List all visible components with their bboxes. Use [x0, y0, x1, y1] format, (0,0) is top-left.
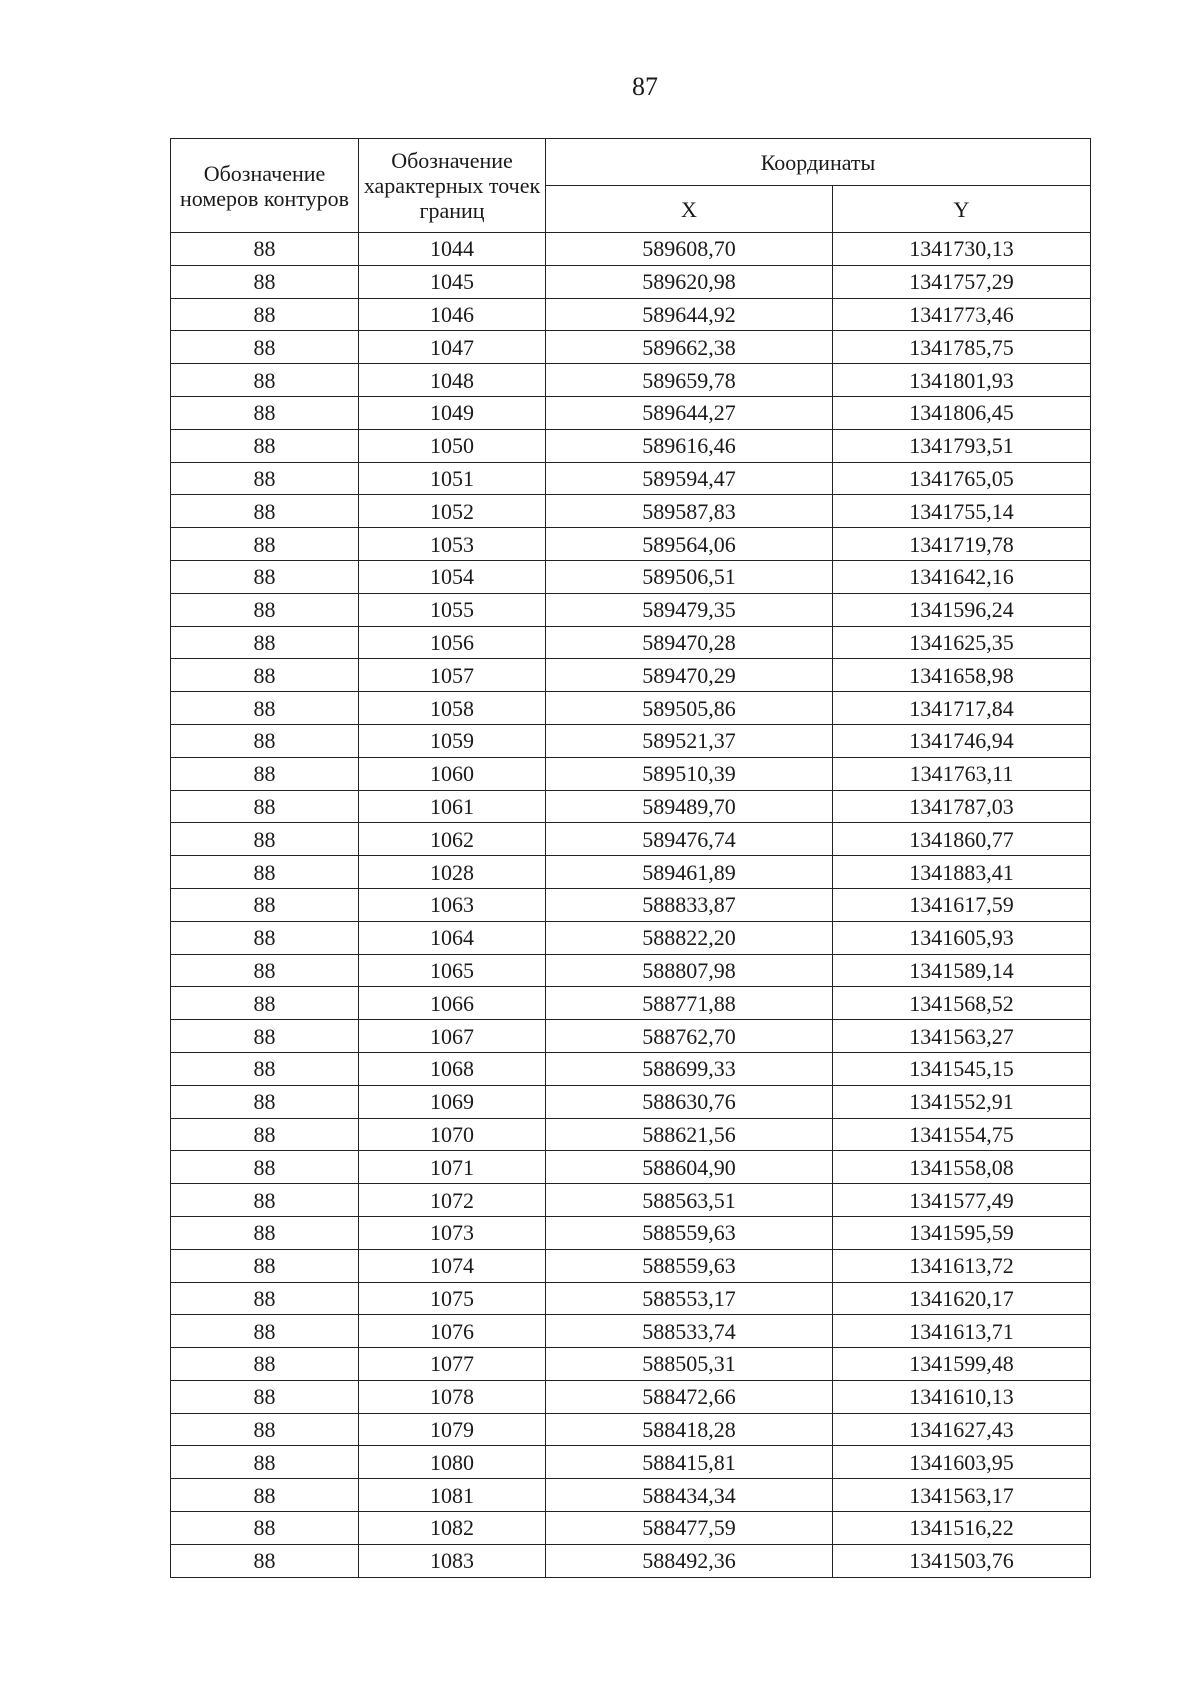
table-row	[171, 331, 1091, 364]
cell-y: 1341746,94	[833, 724, 1091, 757]
cell-point: 1053	[359, 528, 546, 561]
cell-y: 1341773,46	[833, 298, 1091, 331]
table-row	[171, 757, 1091, 790]
cell-contour: 88	[171, 364, 359, 397]
table-row	[171, 1413, 1091, 1446]
table-row	[171, 495, 1091, 528]
cell-point: 1061	[359, 790, 546, 823]
cell-point: 1083	[359, 1544, 546, 1577]
cell-contour: 88	[171, 593, 359, 626]
cell-x: 588621,56	[546, 1118, 833, 1151]
table-row	[171, 1479, 1091, 1512]
cell-contour: 88	[171, 1512, 359, 1545]
cell-y: 1341589,14	[833, 954, 1091, 987]
cell-x: 589608,70	[546, 233, 833, 266]
cell-y: 1341717,84	[833, 692, 1091, 725]
cell-contour: 88	[171, 1479, 359, 1512]
table-row	[171, 1348, 1091, 1381]
cell-y: 1341613,72	[833, 1249, 1091, 1282]
cell-contour: 88	[171, 1085, 359, 1118]
cell-point: 1048	[359, 364, 546, 397]
cell-x: 589470,29	[546, 659, 833, 692]
cell-x: 588533,74	[546, 1315, 833, 1348]
cell-point: 1066	[359, 987, 546, 1020]
cell-point: 1059	[359, 724, 546, 757]
table-row	[171, 1512, 1091, 1545]
table-row	[171, 921, 1091, 954]
cell-y: 1341806,45	[833, 396, 1091, 429]
cell-point: 1060	[359, 757, 546, 790]
cell-point: 1067	[359, 1020, 546, 1053]
cell-x: 589644,27	[546, 396, 833, 429]
cell-point: 1079	[359, 1413, 546, 1446]
cell-y: 1341610,13	[833, 1380, 1091, 1413]
cell-x: 588492,36	[546, 1544, 833, 1577]
cell-x: 589616,46	[546, 429, 833, 462]
cell-x: 588771,88	[546, 987, 833, 1020]
cell-contour: 88	[171, 692, 359, 725]
cell-point: 1070	[359, 1118, 546, 1151]
table-row	[171, 593, 1091, 626]
cell-point: 1044	[359, 233, 546, 266]
cell-y: 1341793,51	[833, 429, 1091, 462]
cell-x: 589479,35	[546, 593, 833, 626]
cell-x: 589644,92	[546, 298, 833, 331]
table-row	[171, 1380, 1091, 1413]
cell-point: 1047	[359, 331, 546, 364]
table-body	[171, 233, 1091, 1578]
table-row	[171, 1118, 1091, 1151]
cell-x: 588434,34	[546, 1479, 833, 1512]
cell-x: 589662,38	[546, 331, 833, 364]
cell-x: 588559,63	[546, 1216, 833, 1249]
cell-y: 1341625,35	[833, 626, 1091, 659]
cell-point: 1056	[359, 626, 546, 659]
cell-contour: 88	[171, 462, 359, 495]
cell-x: 589470,28	[546, 626, 833, 659]
table-row	[171, 1020, 1091, 1053]
table-row	[171, 1216, 1091, 1249]
cell-x: 588472,66	[546, 1380, 833, 1413]
cell-contour: 88	[171, 265, 359, 298]
cell-contour: 88	[171, 1249, 359, 1282]
cell-point: 1062	[359, 823, 546, 856]
cell-y: 1341603,95	[833, 1446, 1091, 1479]
cell-contour: 88	[171, 1216, 359, 1249]
table-row	[171, 626, 1091, 659]
cell-y: 1341545,15	[833, 1052, 1091, 1085]
cell-contour: 88	[171, 396, 359, 429]
cell-contour: 88	[171, 856, 359, 889]
cell-point: 1050	[359, 429, 546, 462]
table-row	[171, 1446, 1091, 1479]
cell-point: 1051	[359, 462, 546, 495]
cell-contour: 88	[171, 495, 359, 528]
table-row	[171, 528, 1091, 561]
cell-contour: 88	[171, 1348, 359, 1381]
cell-contour: 88	[171, 1544, 359, 1577]
cell-x: 589476,74	[546, 823, 833, 856]
cell-x: 588604,90	[546, 1151, 833, 1184]
cell-point: 1073	[359, 1216, 546, 1249]
cell-contour: 88	[171, 1052, 359, 1085]
cell-contour: 88	[171, 1020, 359, 1053]
cell-contour: 88	[171, 1282, 359, 1315]
cell-contour: 88	[171, 1151, 359, 1184]
cell-y: 1341596,24	[833, 593, 1091, 626]
cell-y: 1341658,98	[833, 659, 1091, 692]
cell-y: 1341577,49	[833, 1184, 1091, 1217]
table-row	[171, 1249, 1091, 1282]
table-row	[171, 1282, 1091, 1315]
cell-x: 588822,20	[546, 921, 833, 954]
table-row	[171, 265, 1091, 298]
header-x: X	[546, 186, 833, 233]
table-row	[171, 1052, 1091, 1085]
cell-x: 589521,37	[546, 724, 833, 757]
cell-contour: 88	[171, 1446, 359, 1479]
cell-x: 589594,47	[546, 462, 833, 495]
cell-x: 589506,51	[546, 560, 833, 593]
cell-y: 1341620,17	[833, 1282, 1091, 1315]
table-row	[171, 462, 1091, 495]
header-contour-numbers: Обозначение номеров контуров	[171, 139, 359, 233]
cell-y: 1341563,27	[833, 1020, 1091, 1053]
table-row	[171, 233, 1091, 266]
cell-y: 1341785,75	[833, 331, 1091, 364]
cell-contour: 88	[171, 233, 359, 266]
cell-y: 1341617,59	[833, 888, 1091, 921]
cell-point: 1078	[359, 1380, 546, 1413]
cell-contour: 88	[171, 560, 359, 593]
cell-y: 1341605,93	[833, 921, 1091, 954]
cell-x: 588807,98	[546, 954, 833, 987]
cell-y: 1341755,14	[833, 495, 1091, 528]
table-row	[171, 1315, 1091, 1348]
table-row	[171, 987, 1091, 1020]
cell-contour: 88	[171, 757, 359, 790]
cell-contour: 88	[171, 626, 359, 659]
cell-point: 1058	[359, 692, 546, 725]
cell-x: 588630,76	[546, 1085, 833, 1118]
cell-x: 588699,33	[546, 1052, 833, 1085]
page-number: 87	[632, 72, 658, 101]
cell-y: 1341558,08	[833, 1151, 1091, 1184]
cell-point: 1072	[359, 1184, 546, 1217]
cell-y: 1341613,71	[833, 1315, 1091, 1348]
cell-contour: 88	[171, 298, 359, 331]
table-row	[171, 659, 1091, 692]
cell-contour: 88	[171, 823, 359, 856]
cell-y: 1341563,17	[833, 1479, 1091, 1512]
cell-x: 589505,86	[546, 692, 833, 725]
table-header	[171, 139, 1091, 233]
cell-point: 1075	[359, 1282, 546, 1315]
cell-x: 588553,17	[546, 1282, 833, 1315]
cell-point: 1049	[359, 396, 546, 429]
cell-point: 1074	[359, 1249, 546, 1282]
coordinates-table	[170, 138, 1091, 1578]
cell-point: 1063	[359, 888, 546, 921]
cell-point: 1057	[359, 659, 546, 692]
cell-point: 1077	[359, 1348, 546, 1381]
cell-x: 589659,78	[546, 364, 833, 397]
table-row	[171, 856, 1091, 889]
table-row	[171, 1085, 1091, 1118]
cell-point: 1068	[359, 1052, 546, 1085]
cell-point: 1071	[359, 1151, 546, 1184]
cell-point: 1064	[359, 921, 546, 954]
cell-x: 588762,70	[546, 1020, 833, 1053]
cell-contour: 88	[171, 888, 359, 921]
cell-x: 589564,06	[546, 528, 833, 561]
cell-point: 1065	[359, 954, 546, 987]
cell-point: 1081	[359, 1479, 546, 1512]
header-coordinates: Координаты	[546, 139, 1091, 186]
cell-y: 1341860,77	[833, 823, 1091, 856]
cell-y: 1341595,59	[833, 1216, 1091, 1249]
cell-point: 1082	[359, 1512, 546, 1545]
cell-x: 588415,81	[546, 1446, 833, 1479]
cell-point: 1052	[359, 495, 546, 528]
header-y: Y	[833, 186, 1091, 233]
cell-x: 588563,51	[546, 1184, 833, 1217]
cell-y: 1341757,29	[833, 265, 1091, 298]
table-row	[171, 724, 1091, 757]
cell-point: 1054	[359, 560, 546, 593]
cell-x: 589461,89	[546, 856, 833, 889]
cell-x: 589489,70	[546, 790, 833, 823]
cell-point: 1080	[359, 1446, 546, 1479]
table-row	[171, 396, 1091, 429]
table-row	[171, 1184, 1091, 1217]
cell-y: 1341627,43	[833, 1413, 1091, 1446]
cell-contour: 88	[171, 790, 359, 823]
table-row	[171, 560, 1091, 593]
cell-contour: 88	[171, 429, 359, 462]
cell-y: 1341568,52	[833, 987, 1091, 1020]
cell-point: 1055	[359, 593, 546, 626]
table-row	[171, 364, 1091, 397]
cell-contour: 88	[171, 921, 359, 954]
cell-x: 588833,87	[546, 888, 833, 921]
cell-y: 1341763,11	[833, 757, 1091, 790]
cell-point: 1028	[359, 856, 546, 889]
table-row	[171, 298, 1091, 331]
cell-point: 1045	[359, 265, 546, 298]
cell-y: 1341801,93	[833, 364, 1091, 397]
cell-point: 1076	[359, 1315, 546, 1348]
cell-x: 588505,31	[546, 1348, 833, 1381]
cell-contour: 88	[171, 954, 359, 987]
cell-contour: 88	[171, 987, 359, 1020]
table-row	[171, 429, 1091, 462]
cell-x: 589587,83	[546, 495, 833, 528]
table-row	[171, 1151, 1091, 1184]
cell-contour: 88	[171, 528, 359, 561]
cell-y: 1341765,05	[833, 462, 1091, 495]
header-boundary-points: Обозначение характерных точек границ	[359, 139, 546, 233]
cell-y: 1341503,76	[833, 1544, 1091, 1577]
cell-x: 589510,39	[546, 757, 833, 790]
cell-x: 588418,28	[546, 1413, 833, 1446]
table-row	[171, 954, 1091, 987]
cell-contour: 88	[171, 1184, 359, 1217]
cell-contour: 88	[171, 724, 359, 757]
table-row	[171, 790, 1091, 823]
cell-y: 1341554,75	[833, 1118, 1091, 1151]
cell-y: 1341787,03	[833, 790, 1091, 823]
table-row	[171, 1544, 1091, 1577]
table-row	[171, 888, 1091, 921]
cell-y: 1341730,13	[833, 233, 1091, 266]
cell-point: 1046	[359, 298, 546, 331]
cell-contour: 88	[171, 659, 359, 692]
cell-y: 1341719,78	[833, 528, 1091, 561]
cell-y: 1341883,41	[833, 856, 1091, 889]
cell-y: 1341552,91	[833, 1085, 1091, 1118]
cell-y: 1341642,16	[833, 560, 1091, 593]
cell-point: 1069	[359, 1085, 546, 1118]
table-row	[171, 823, 1091, 856]
cell-y: 1341516,22	[833, 1512, 1091, 1545]
cell-contour: 88	[171, 1118, 359, 1151]
cell-contour: 88	[171, 331, 359, 364]
cell-contour: 88	[171, 1380, 359, 1413]
cell-contour: 88	[171, 1315, 359, 1348]
table-row	[171, 692, 1091, 725]
cell-x: 589620,98	[546, 265, 833, 298]
cell-x: 588477,59	[546, 1512, 833, 1545]
cell-y: 1341599,48	[833, 1348, 1091, 1381]
cell-x: 588559,63	[546, 1249, 833, 1282]
cell-contour: 88	[171, 1413, 359, 1446]
